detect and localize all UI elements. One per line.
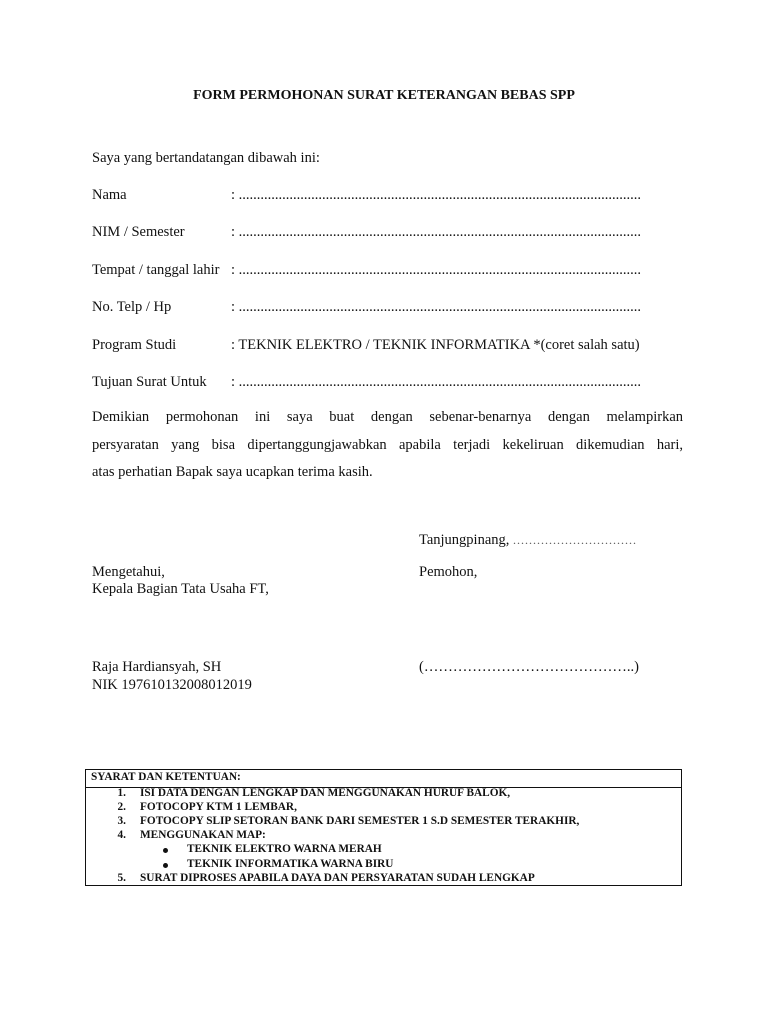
terms-header: SYARAT DAN KETENTUAN: bbox=[91, 771, 241, 783]
terms-item-number: 2. bbox=[117, 801, 126, 813]
terms-item-number: 4. bbox=[117, 829, 126, 841]
paragraph-line: atas perhatian Bapak saya ucapkan terima kasih. bbox=[92, 464, 373, 480]
field-value-tujuan: : ............................................................................................................... bbox=[231, 374, 642, 390]
terms-item-number: 3. bbox=[117, 815, 126, 827]
field-value-prodi: : TEKNIK ELEKTRO / TEKNIK INFORMATIKA *(coret salah satu) bbox=[231, 337, 640, 353]
field-label-nama: Nama bbox=[92, 187, 127, 203]
paragraph-line: persyaratan yang bisa dipertanggungjawabkan apabila terjadi kekeliruan dikemudian hari, bbox=[92, 436, 683, 453]
official-nik: NIK 197610132008012019 bbox=[92, 677, 252, 693]
field-value-ttl: : ............................................................................................................... bbox=[231, 262, 642, 278]
document-title: FORM PERMOHONAN SURAT KETERANGAN BEBAS SPP bbox=[193, 88, 575, 103]
terms-sub-item: TEKNIK ELEKTRO WARNA MERAH bbox=[187, 843, 382, 855]
field-label-nim: NIM / Semester bbox=[92, 224, 185, 240]
paragraph-line: Demikian permohonan ini saya buat dengan sebenar-benarnya dengan melampirkan bbox=[92, 409, 683, 425]
official-name: Raja Hardiansyah, SH bbox=[92, 659, 222, 675]
field-label-ttl: Tempat / tanggal lahir bbox=[92, 262, 220, 278]
field-label-tujuan: Tujuan Surat Untuk bbox=[92, 374, 207, 390]
place-label: Tanjungpinang, bbox=[419, 532, 510, 548]
terms-item-number: 1. bbox=[117, 787, 126, 799]
field-label-prodi: Program Studi bbox=[92, 337, 177, 353]
closing-paragraph bbox=[92, 404, 683, 487]
field-value-nama: : ............................................................................................................... bbox=[231, 187, 642, 203]
official-title: Kepala Bagian Tata Usaha FT, bbox=[92, 581, 269, 597]
field-label-telp: No. Telp / Hp bbox=[92, 299, 172, 315]
applicant-label: Pemohon, bbox=[419, 564, 478, 580]
field-value-nim: : ............................................................................................................... bbox=[231, 224, 642, 240]
terms-item: MENGGUNAKAN MAP: bbox=[140, 829, 266, 841]
field-value-telp: : ............................................................................................................... bbox=[231, 299, 642, 315]
terms-item: ISI DATA DENGAN LENGKAP DAN MENGGUNAKAN HURUF BALOK, bbox=[140, 787, 511, 799]
applicant-signature-blank: (……………………………………..) bbox=[419, 659, 639, 675]
acknowledged-label: Mengetahui, bbox=[92, 564, 165, 580]
terms-sub-item: TEKNIK INFORMATIKA WARNA BIRU bbox=[187, 858, 394, 870]
terms-item: FOTOCOPY SLIP SETORAN BANK DARI SEMESTER 1 S.D SEMESTER TERAKHIR, bbox=[140, 815, 580, 827]
terms-item-number: 5. bbox=[117, 872, 126, 884]
intro-text: Saya yang bertandatangan dibawah ini: bbox=[92, 150, 320, 166]
bullet-icon bbox=[163, 863, 168, 868]
terms-item: FOTOCOPY KTM 1 LEMBAR, bbox=[140, 801, 297, 813]
place-date bbox=[419, 532, 637, 549]
date-blank: ............................... bbox=[513, 533, 638, 547]
terms-item: SURAT DIPROSES APABILA DAYA DAN PERSYARATAN SUDAH LENGKAP bbox=[140, 872, 535, 884]
terms-box bbox=[85, 769, 682, 886]
bullet-icon bbox=[163, 848, 168, 853]
